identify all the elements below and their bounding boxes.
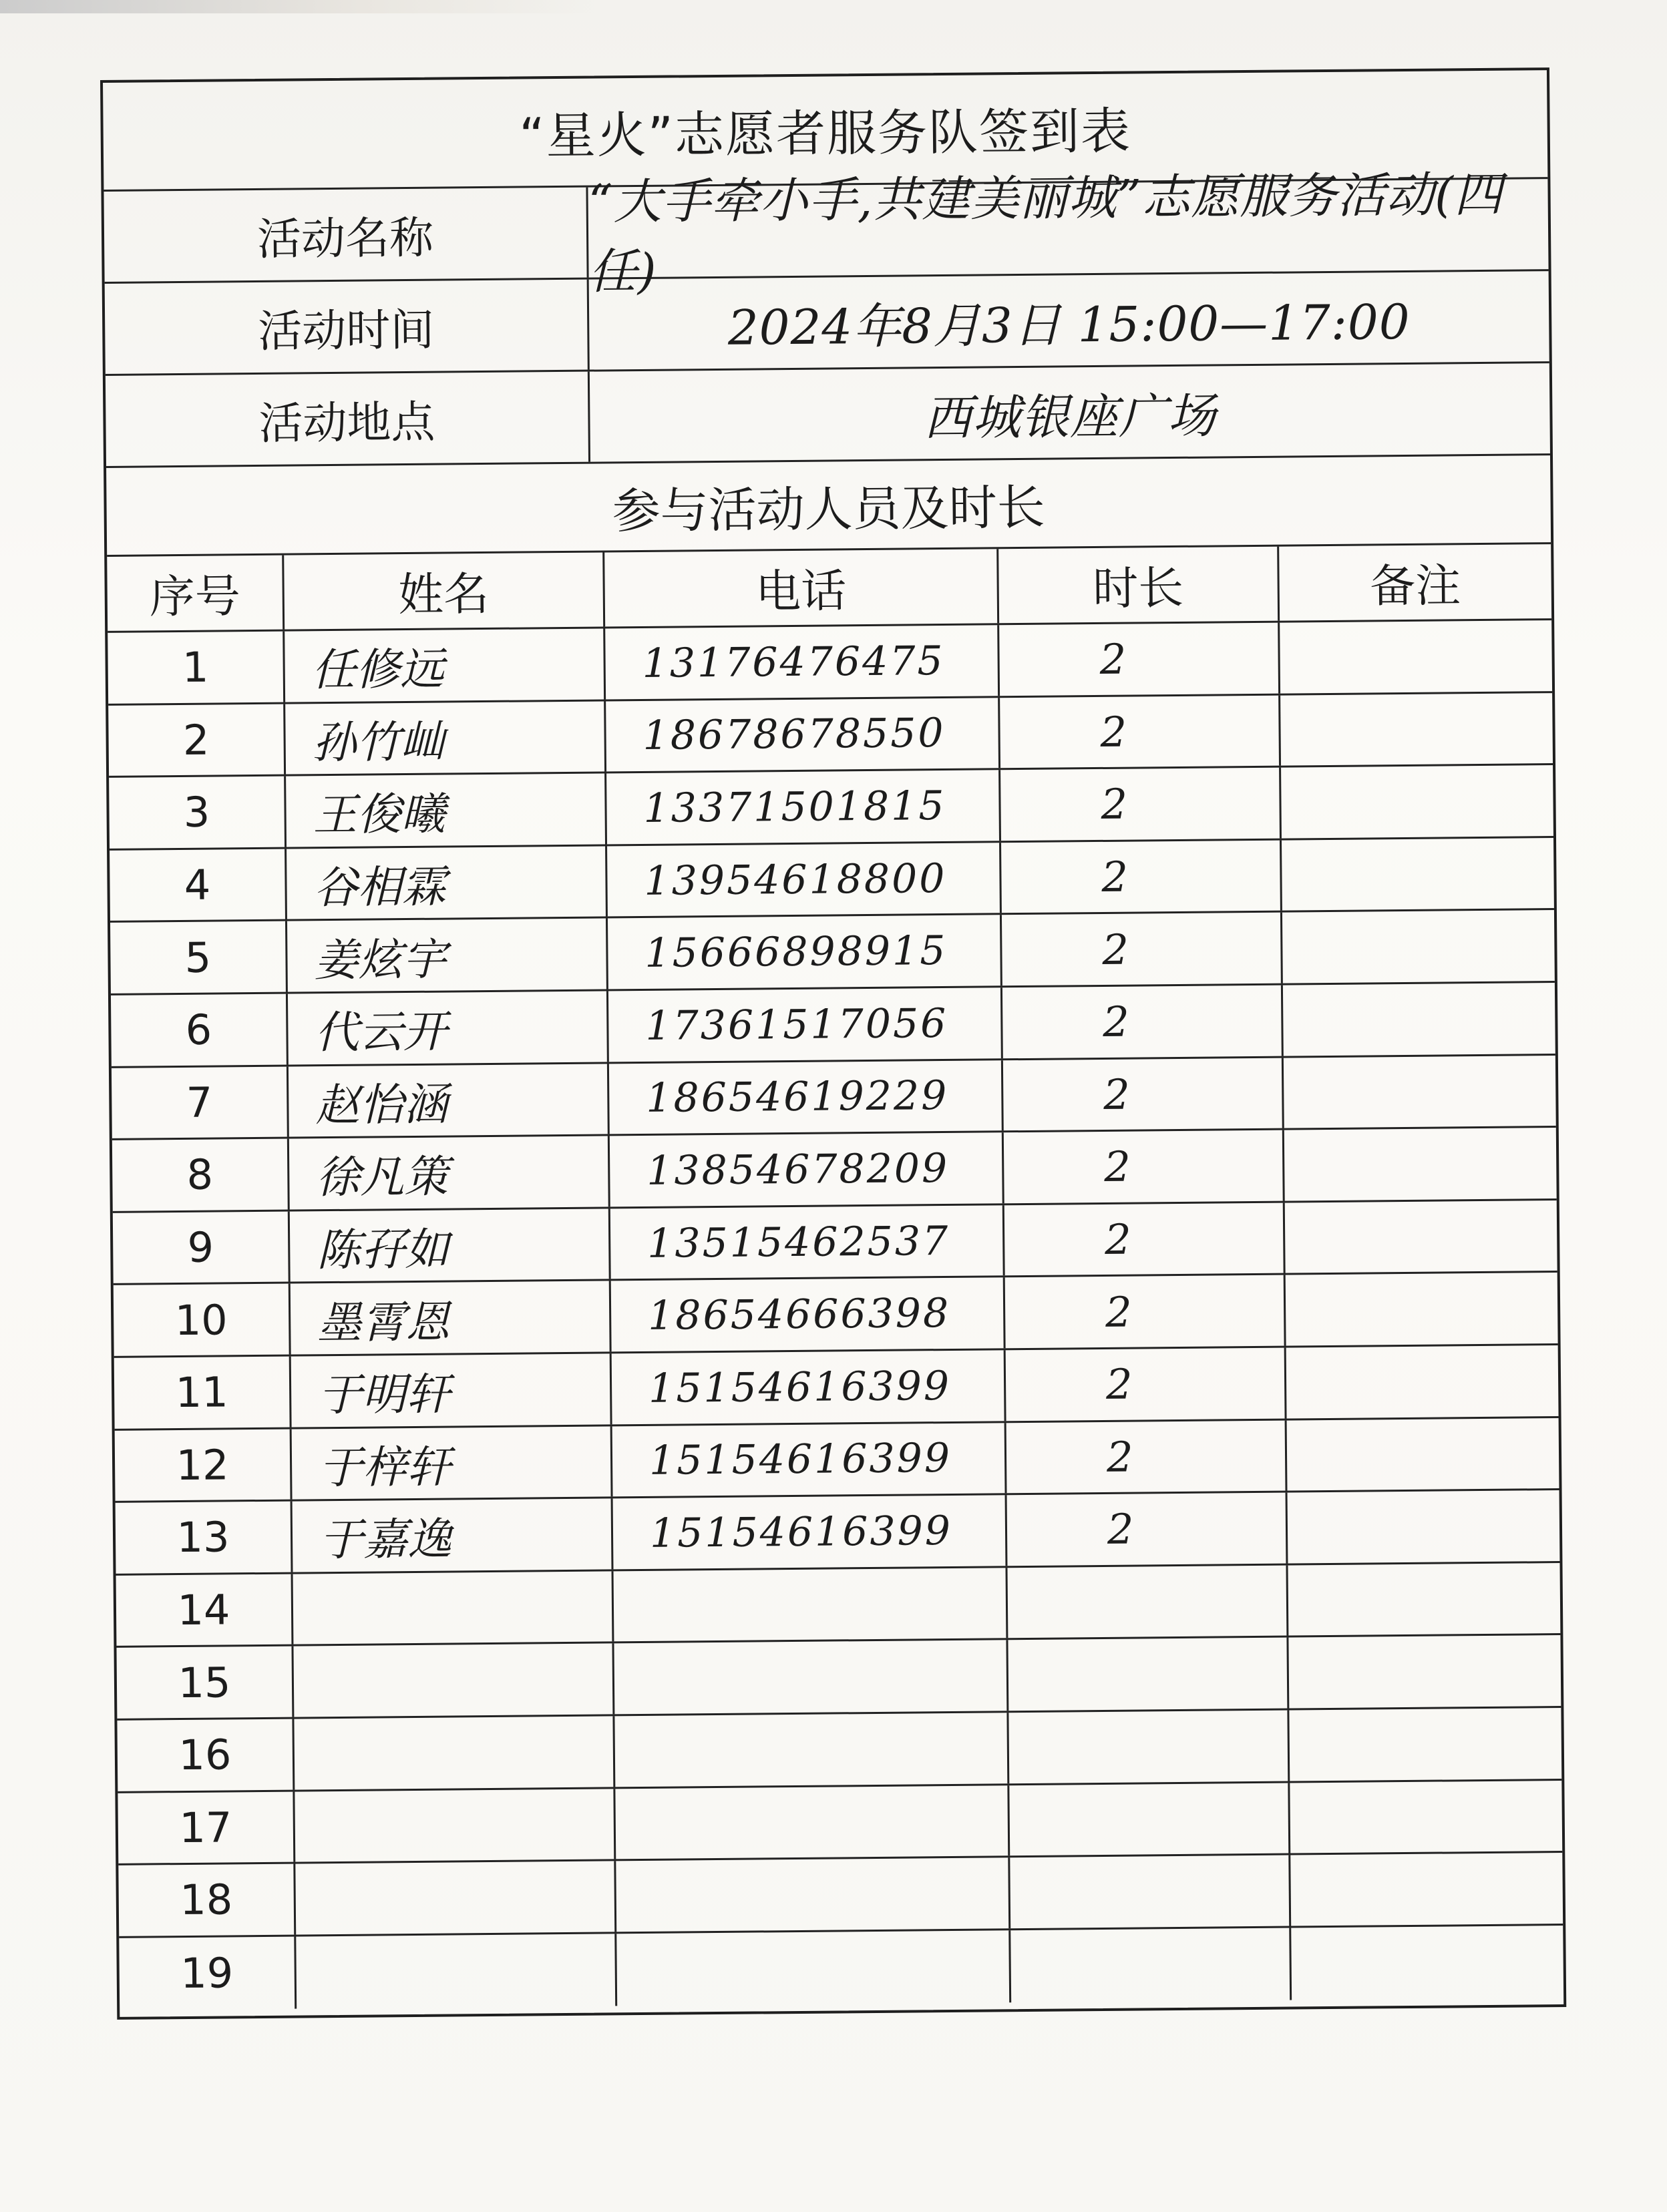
table-row (112, 1128, 1557, 1212)
row-name: 于嘉逸 (293, 1499, 614, 1572)
activity-time-label: 活动时间 (105, 280, 590, 374)
row-phone: 15154616399 (612, 1350, 1006, 1424)
row-duration (1008, 1710, 1290, 1783)
row-number: 14 (116, 1574, 294, 1646)
row-name: 徐凡策 (289, 1136, 610, 1210)
row-phone: 13854678209 (610, 1132, 1004, 1206)
row-note (1291, 1926, 1563, 2000)
row-note (1288, 1635, 1561, 1708)
row-duration: 2 (1002, 913, 1283, 985)
row-note (1280, 693, 1553, 766)
row-duration: 2 (1004, 1130, 1285, 1203)
row-name (295, 1789, 616, 1862)
row-phone: 15154616399 (612, 1423, 1007, 1497)
table-row (110, 910, 1555, 995)
row-phone: 13176476475 (605, 625, 1000, 699)
header-no: 序号 (107, 556, 285, 631)
row-duration (1010, 1928, 1292, 2002)
table-row (119, 1926, 1563, 2010)
table-row (108, 693, 1553, 778)
row-note (1289, 1708, 1561, 1781)
activity-name-label: 活动名称 (104, 188, 588, 282)
row-name (294, 1716, 615, 1789)
row-number: 16 (117, 1719, 295, 1791)
table-header-row (107, 544, 1551, 633)
row-name: 陈孖如 (290, 1208, 611, 1282)
row-duration (1009, 1783, 1290, 1855)
row-note (1280, 620, 1552, 693)
row-number: 4 (110, 849, 287, 921)
row-name: 孙竹屾 (285, 701, 606, 775)
row-number: 2 (108, 704, 286, 776)
row-phone: 13954618800 (607, 843, 1002, 917)
table-row (114, 1273, 1558, 1357)
row-number: 6 (111, 994, 289, 1066)
row-name: 谷相霖 (287, 846, 608, 919)
participant-rows (108, 620, 1563, 2010)
row-duration: 2 (1006, 1348, 1287, 1421)
table-row (118, 1781, 1562, 1865)
row-number: 13 (116, 1502, 293, 1574)
row-number: 18 (118, 1864, 296, 1936)
row-duration: 2 (1004, 1202, 1286, 1275)
table-row (116, 1563, 1561, 1648)
info-row-activity-name (104, 166, 1548, 300)
table-row (117, 1708, 1561, 1793)
table-row (108, 620, 1552, 705)
row-phone: 18654666398 (611, 1278, 1006, 1352)
row-number: 10 (114, 1284, 291, 1356)
table-row (110, 838, 1554, 923)
row-number: 11 (114, 1357, 292, 1429)
row-phone: 15154616399 (613, 1495, 1008, 1569)
row-phone: 18678678550 (606, 698, 1000, 772)
row-phone: 18654619229 (609, 1060, 1004, 1134)
row-number: 7 (112, 1066, 289, 1138)
row-duration: 2 (1001, 840, 1282, 913)
row-phone: 15666898915 (608, 915, 1002, 989)
row-note (1282, 838, 1554, 911)
row-number: 17 (118, 1791, 295, 1863)
row-duration (1007, 1565, 1288, 1638)
table-row (114, 1345, 1559, 1430)
row-duration: 2 (1002, 985, 1284, 1058)
header-duration: 时长 (998, 547, 1280, 624)
row-name: 墨霄恩 (291, 1281, 612, 1355)
row-name (295, 1861, 616, 1934)
row-duration: 2 (999, 623, 1280, 696)
row-note (1285, 1200, 1557, 1273)
row-duration: 2 (1000, 768, 1282, 841)
row-name: 姜炫宇 (287, 919, 608, 992)
row-name: 于梓轩 (292, 1426, 613, 1500)
table-row (111, 983, 1555, 1068)
row-number: 15 (116, 1646, 294, 1719)
row-name (293, 1571, 614, 1644)
activity-location-value: 西城银座广场 (923, 387, 1217, 446)
row-phone: 13515462537 (610, 1205, 1005, 1279)
row-note (1281, 765, 1553, 838)
row-number: 9 (113, 1211, 291, 1283)
table-row (116, 1490, 1560, 1575)
row-phone: 17361517056 (608, 987, 1003, 1062)
row-phone (615, 1785, 1010, 1859)
row-phone (616, 1930, 1011, 2006)
row-phone (614, 1640, 1008, 1715)
table-row (112, 1056, 1556, 1140)
row-phone (616, 1857, 1010, 1932)
table-row (109, 765, 1553, 850)
row-name: 于明轩 (291, 1353, 612, 1427)
table-row (116, 1635, 1561, 1720)
row-duration: 2 (1007, 1493, 1288, 1566)
row-number: 1 (108, 632, 285, 704)
row-phone: 13371501815 (606, 770, 1001, 844)
row-phone (614, 1713, 1009, 1787)
row-duration: 2 (1005, 1275, 1286, 1348)
info-row-activity-time (105, 271, 1549, 376)
row-duration: 2 (1000, 695, 1281, 768)
row-note (1286, 1345, 1559, 1418)
row-phone (614, 1568, 1008, 1642)
row-number: 3 (109, 777, 287, 849)
row-number: 5 (110, 921, 288, 993)
row-number: 19 (119, 1936, 297, 2010)
row-name: 代云开 (288, 991, 609, 1064)
row-name (296, 1934, 617, 2009)
table-row (118, 1853, 1563, 1938)
row-note (1290, 1781, 1562, 1853)
row-name: 任修远 (285, 628, 606, 702)
participants-section-title: 参与活动人员及时长 (612, 479, 1046, 539)
header-phone: 电话 (604, 549, 999, 626)
activity-time-value: 2024年8月3日 15:00—17:00 (727, 293, 1411, 356)
sheet-title: “星火”志愿者服务队签到表 (519, 102, 1132, 166)
info-row-activity-location (106, 363, 1550, 468)
table-row (113, 1200, 1557, 1285)
row-number: 8 (112, 1139, 290, 1211)
paper-edge-shadow (0, 0, 601, 13)
row-note (1284, 1056, 1556, 1128)
header-note: 备注 (1369, 560, 1461, 614)
row-note (1288, 1490, 1560, 1563)
activity-location-label: 活动地点 (106, 372, 590, 466)
row-duration (1010, 1855, 1291, 1928)
row-duration: 2 (1003, 1058, 1284, 1130)
row-note (1282, 910, 1555, 983)
participants-section-row (106, 455, 1551, 557)
row-note (1290, 1853, 1563, 1926)
header-name: 姓名 (284, 552, 605, 629)
table-row (115, 1418, 1559, 1503)
row-duration: 2 (1006, 1420, 1288, 1493)
activity-name-value: “大手牵小手,共建美丽城”志愿服务活动(四任) (588, 166, 1503, 300)
row-note (1283, 983, 1555, 1056)
row-duration (1008, 1638, 1289, 1711)
row-note (1286, 1273, 1558, 1345)
row-number: 12 (115, 1429, 293, 1501)
row-note (1288, 1563, 1560, 1636)
row-name: 王俊曦 (286, 774, 607, 847)
row-note (1287, 1418, 1559, 1491)
row-name (293, 1644, 614, 1717)
sign-in-sheet (100, 67, 1566, 2020)
row-name: 赵怡涵 (289, 1064, 610, 1137)
row-note (1284, 1128, 1557, 1200)
